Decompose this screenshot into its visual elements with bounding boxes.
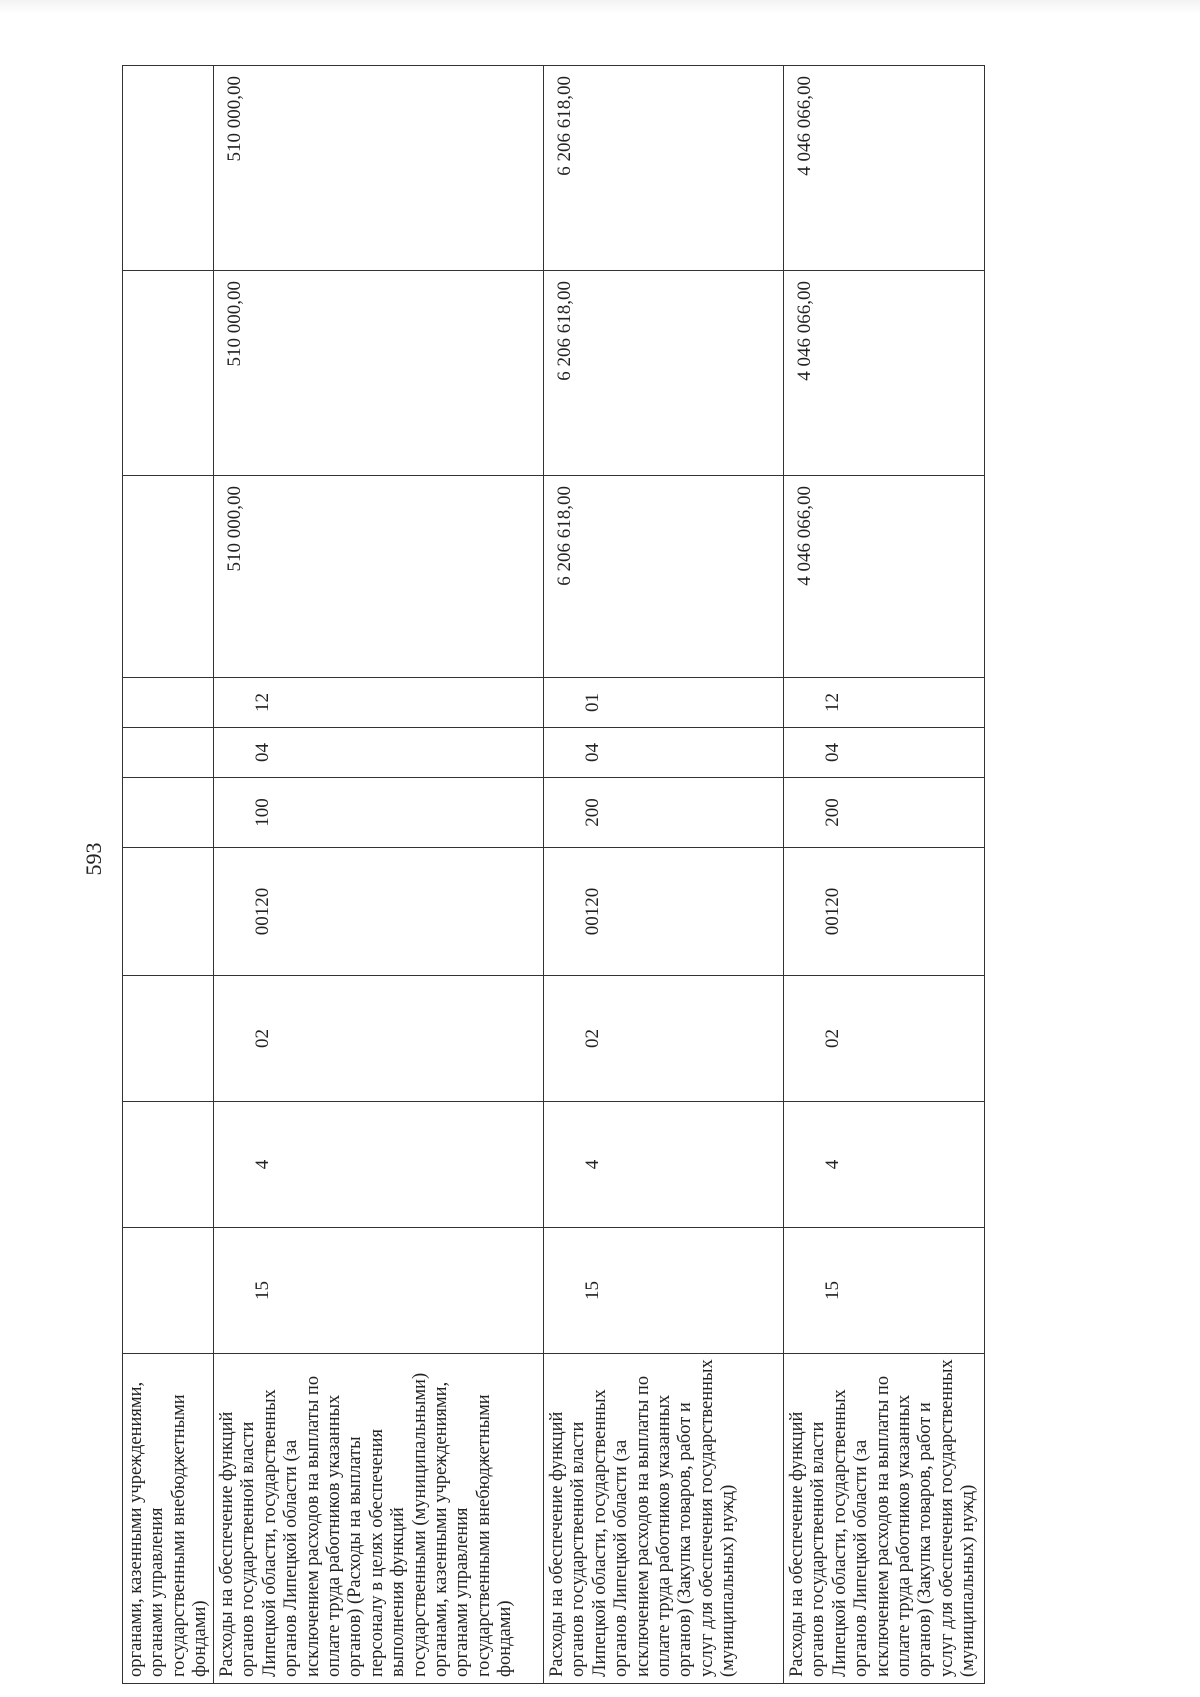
row-3-name: Расходы на обеспечение функций органов государственной власти Липецкой области, государственных органов Липецкой области (за исключением расходов на выплаты по оплате труда работников указанных органов) (Закупка товаров, работ и услуг для обеспечения государственных (муниципальных) нужд) [784,1354,985,1684]
table-row [544,66,784,1684]
row-3-rz: 4 [784,1102,985,1228]
row-1-vr: 100 [214,778,544,848]
row-3-sub1: 04 [784,728,985,778]
row-2-sum-2: 6 206 618,00 [544,271,784,476]
row-1-rz: 4 [214,1102,544,1228]
row-0-sub2 [123,678,214,728]
row-2-sub2: 01 [544,678,784,728]
row-2-sum-3: 6 206 618,00 [544,66,784,271]
row-2-csr: 00120 [544,848,784,976]
table-row [123,66,214,1684]
row-0-rz [123,1102,214,1228]
row-1-grbs: 15 [214,1228,544,1354]
row-1-sub2: 12 [214,678,544,728]
row-1-sub1: 04 [214,728,544,778]
row-2-grbs: 15 [544,1228,784,1354]
row-0-sum-2 [123,271,214,476]
scan-edge [0,0,1200,14]
row-3-sum-3: 4 046 066,00 [784,66,985,271]
row-2-sub1: 04 [544,728,784,778]
row-3-grbs: 15 [784,1228,985,1354]
row-3-sum-1: 4 046 066,00 [784,476,985,678]
row-2-pr: 02 [544,976,784,1102]
page-number: 593 [81,842,106,876]
row-0-name: органами, казенными учреждениями, органами управления государственными внебюджетными фондами) [123,1354,214,1684]
row-1-sum-2: 510 000,00 [214,271,544,476]
row-0-sub1 [123,728,214,778]
row-3-sub2: 12 [784,678,985,728]
row-3-pr: 02 [784,976,985,1102]
row-2-name: Расходы на обеспечение функций органов государственной власти Липецкой области, государственных органов Липецкой области (за исключением расходов на выплаты по оплате труда работников указанных органов) (Закупка товаров, работ и услуг для обеспечения государственных (муниципальных) нужд) [544,1354,784,1684]
row-1-csr: 00120 [214,848,544,976]
row-0-pr [123,976,214,1102]
row-1-sum-3: 510 000,00 [214,66,544,271]
row-3-sum-2: 4 046 066,00 [784,271,985,476]
row-1-pr: 02 [214,976,544,1102]
table-row [214,66,544,1684]
row-0-grbs [123,1228,214,1354]
row-2-rz: 4 [544,1102,784,1228]
row-2-vr: 200 [544,778,784,848]
row-2-sum-1: 6 206 618,00 [544,476,784,678]
row-0-sum-3 [123,66,214,271]
row-3-vr: 200 [784,778,985,848]
row-1-name: Расходы на обеспечение функций органов государственной власти Липецкой области, государственных органов Липецкой области (за исключением расходов на выплаты по оплате труда работников указанных органов) (Расходы на выплаты персоналу в целях обеспечения выполнения функций государственными (муниципальными) органами, казенными учреждениями, органами управления государственными внебюджетными фондами) [214,1354,544,1684]
row-1-sum-1: 510 000,00 [214,476,544,678]
row-0-csr [123,848,214,976]
budget-table-frame [122,66,984,1684]
row-0-vr [123,778,214,848]
row-3-csr: 00120 [784,848,985,976]
budget-table [122,65,985,1684]
table-row [784,66,985,1684]
row-0-sum-1 [123,476,214,678]
